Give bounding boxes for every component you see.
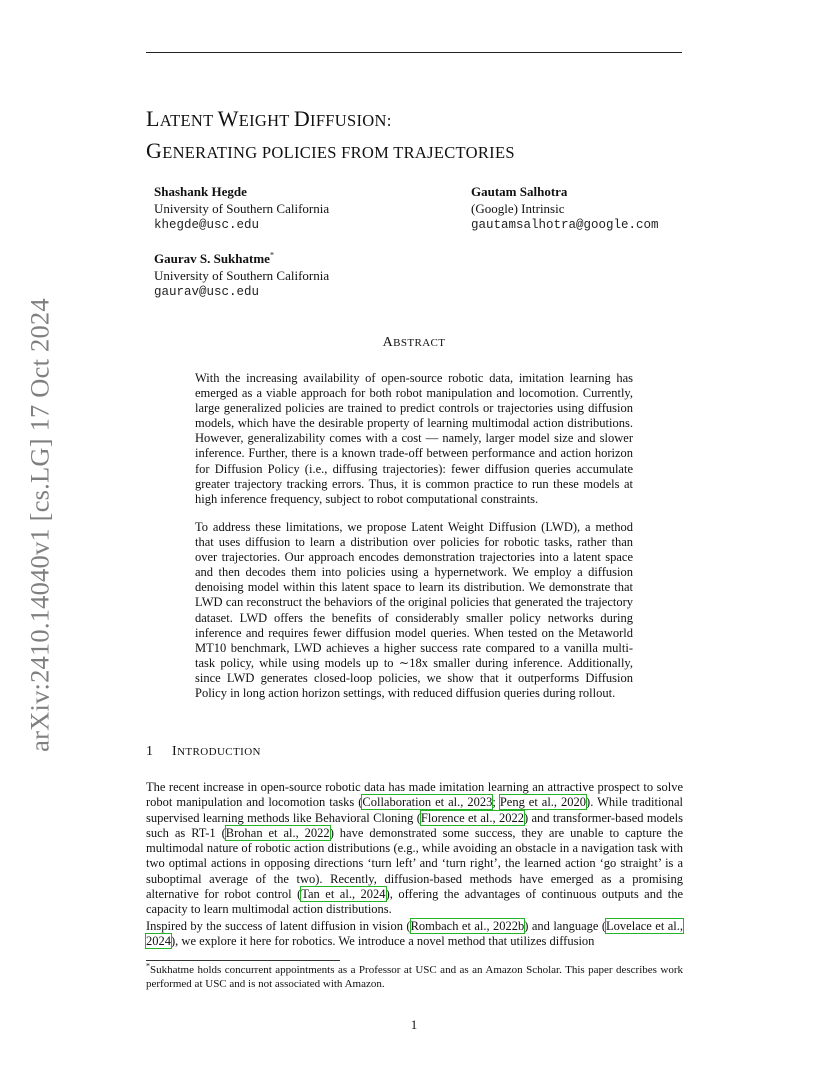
citation-link[interactable]: Lovelace et al., 2024 [146,919,683,949]
footnote-rule [146,960,340,961]
page-number: 1 [410,1017,418,1032]
intro-paragraph-2: Inspired by the success of latent diffusion in vision (Rombach et al., 2022b) and language (Lovelace et al., 2024), we explore it here for robotics. We introduce a novel method that utilizes diffusion [146,919,683,949]
author-name-line [154,250,329,267]
author-email[interactable]: gaurav@usc.edu [154,285,260,299]
citation-link[interactable]: Collaboration et al., 2023 [362,795,493,810]
author-affiliation: (Google) Intrinsic [471,201,565,216]
footnote-text: Sukhatme holds concurrent appointments as a Professor at USC and as an Amazon Scholar. This paper describes work performed at USC and is not associated with Amazon. [146,964,683,990]
abstract-paragraph-1: With the increasing availability of open-source robotic data, imitation learning has emerged as a viable approach for both robot manipulation and locomotion. Currently, large generalized policies are trained to predict controls or trajectories using diffusion models, which have the desirable property of learning multimodal action distributions. However, generalizability comes with a cost — namely, larger model size and slower inference. Further, there is a known trade-off between performance and action horizon for Diffusion Policy (i.e., diffusing trajectories): fewer diffusion queries accumulate greater trajectory tracking errors. Thus, it is common practice to run these models at high inference frequency, subject to robot computational constraints. [195,371,633,506]
author-affiliation: University of Southern California [154,201,330,216]
abstract-paragraph-2: To address these limitations, we propose Latent Weight Diffusion (LWD), a method that uses diffusion to learn a distribution over policies for robotic tasks, rather than over trajectories. Our approach encodes demonstration trajectories into a latent space and then decodes them into policies using a hypernetwork. We employ a diffusion denoising model within this latent space to learn its distribution. We demonstrate that LWD can reconstruct the behaviors of the original policies that generated the trajectory dataset. LWD offers the benefits of considerably smaller policy networks during inference and requires fewer diffusion model queries. When tested on the Metaworld MT10 benchmark, LWD achieves a higher success rate compared to a vanilla multi-task policy, while using models up to ∼18x smaller during inference. Additionally, since LWD generates closed-loop policies, we show that it outperforms Diffusion Policy in long action horizon settings, with reduced diffusion queries during rollout. [195,520,633,701]
top-rule [146,52,682,53]
citation-link[interactable]: Rombach et al., 2022b [410,919,525,933]
citation-link[interactable]: Peng et al., 2020 [499,795,587,810]
citation-link[interactable]: Florence et al., 2022 [420,810,524,825]
title-line-1: LATENT WEIGHT DIFFUSION: [146,106,392,131]
footnote-mark[interactable]: * [269,250,274,260]
author-block [154,250,329,301]
author-name: Gautam Salhotra [471,184,568,199]
arxiv-stamp-text: arXiv:2410.14040v1 [cs.LG] 17 Oct 2024 [24,298,55,752]
section-heading: 1 INTRODUCTION [146,744,261,759]
section-number: 1 [146,744,154,759]
footnote [146,963,683,991]
author-block [154,183,329,234]
title-line-2: GENERATING POLICIES FROM TRAJECTORIES [146,138,515,163]
intro-paragraph-1: The recent increase in open-source robotic data has made imitation learning an attractive prospect to solve robot manipulation and locomotion tasks (Collaboration et al., 2023; Peng et al., 2020). While traditional supervised learning methods like Behavioral Cloning (Florence et al., 2022) and transformer-based models such as RT-1 (Brohan et al., 2022) have demonstrated some success, they are unable to capture the multimodal nature of robotic action distributions (e.g., while avoiding an obstacle in a navigation task with two optimal actions in opposing directions ‘turn left’ and ‘turn right’, the learned action ‘go straight’ is a suboptimal average of the two). Recently, diffusion-based methods have emerged as a promising alternative for robot control (Tan et al., 2024), offering the advantages of continuous outputs and the capacity to learn multimodal action distributions. [146,780,684,917]
author-email[interactable]: khegde@usc.edu [154,218,260,232]
author-name: Shashank Hegde [154,184,247,199]
paper-title [146,104,515,168]
abstract-heading: ABSTRACT [382,335,446,350]
citation-link[interactable]: Brohan et al., 2022 [225,825,330,840]
citation-link[interactable]: Tan et al., 2024 [301,887,386,902]
author-email[interactable]: gautamsalhotra@google.com [471,218,659,232]
author-affiliation: University of Southern California [154,268,330,283]
footnote-mark: * [146,961,150,971]
author-block [471,183,659,234]
author-name: Gaurav S. Sukhatme [154,251,270,266]
